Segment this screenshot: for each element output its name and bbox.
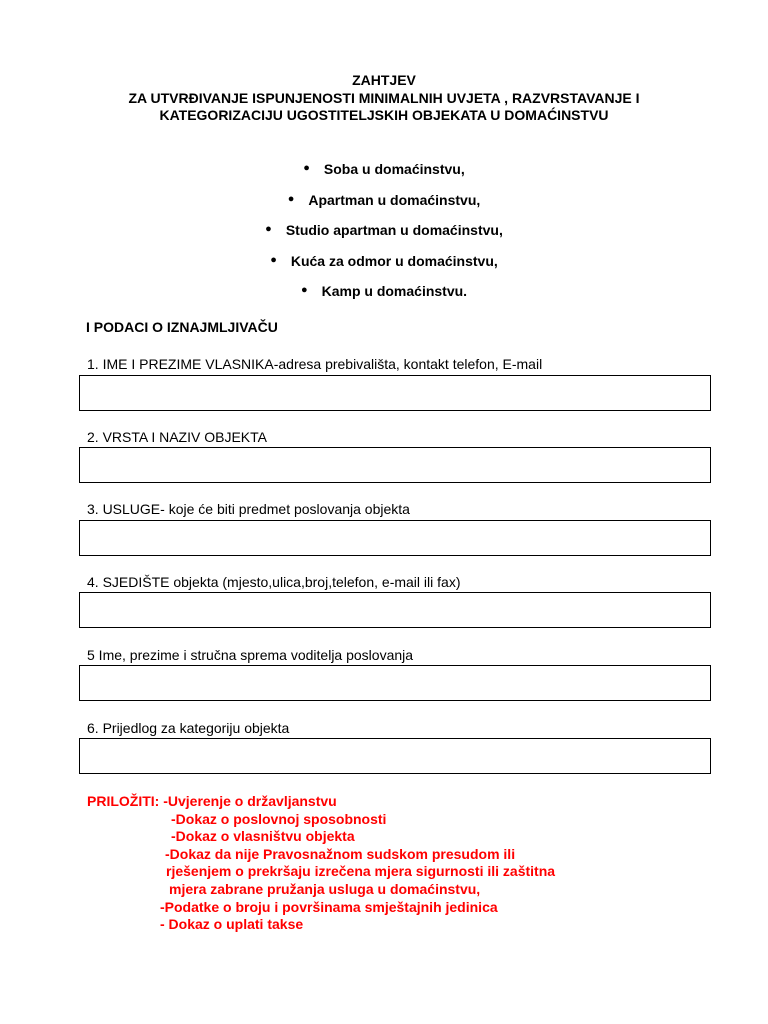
object-type-item xyxy=(0,185,768,216)
document-subtitle-line-1: ZA UTVRĐIVANJE ISPUNJENOSTI MINIMALNIH UVJETA , RAZVRSTAVANJE I xyxy=(128,89,640,106)
object-type-field-label: 2. VRSTA I NAZIV OBJEKTA xyxy=(87,429,267,445)
object-type-item xyxy=(0,215,768,246)
bullet-icon: ● xyxy=(270,253,277,266)
object-type-item xyxy=(0,154,768,185)
owner-field[interactable] xyxy=(79,375,711,411)
owner-field-label: 1. IME I PREZIME VLASNIKA-adresa prebivališta, kontakt telefon, E-mail xyxy=(87,356,543,372)
category-field-label: 6. Prijedlog za kategoriju objekta xyxy=(87,720,290,736)
attachment-line: mjera zabrane pružanja usluga u domaćinstvu, xyxy=(169,880,481,897)
document-subtitle-line-2: KATEGORIZACIJU UGOSTITELJSKIH OBJEKATA U DOMAĆINSTVU xyxy=(159,107,609,123)
object-type-label: Kamp u domaćinstvu. xyxy=(321,283,468,300)
attachments-note xyxy=(87,793,555,934)
attachment-line: - Dokaz o uplati takse xyxy=(160,916,304,933)
document-header xyxy=(0,72,768,125)
manager-field-label: 5 Ime, prezime i stručna sprema voditelja poslovanja xyxy=(87,647,414,663)
services-field-label: 3. USLUGE- koje će biti predmet poslovanja objekta xyxy=(87,501,410,517)
attachment-line: PRILOŽITI: -Uvjerenje o državljanstvu xyxy=(87,793,337,809)
services-field[interactable] xyxy=(79,520,711,556)
bullet-icon: ● xyxy=(287,192,295,205)
object-type-item xyxy=(0,276,768,307)
seat-field-label: 4. SJEDIŠTE objekta (mjesto,ulica,broj,telefon, e-mail ili fax) xyxy=(87,574,461,590)
object-type-label: Kuća za odmor u domaćinstvu, xyxy=(290,252,498,269)
attachment-line: -Dokaz da nije Pravosnažnom sudskom presudom ili xyxy=(165,845,516,862)
object-type-list xyxy=(0,154,768,307)
attachment-line: -Podatke o broju i površinama smještajnih jedinica xyxy=(160,898,498,915)
manager-field[interactable] xyxy=(79,665,711,701)
attachment-line: -Dokaz o poslovnoj sposobnosti xyxy=(171,810,387,827)
bullet-icon: ● xyxy=(300,284,308,297)
attachment-line: rješenjem o prekršaju izrečena mjera sigurnosti ili zaštitna xyxy=(166,863,556,880)
object-type-label: Soba u domaćinstvu, xyxy=(323,161,465,178)
document-title: ZAHTJEV xyxy=(352,72,416,88)
bullet-icon: ● xyxy=(303,162,310,175)
object-type-label: Studio apartman u domaćinstvu, xyxy=(285,222,503,239)
object-type-label: Apartman u domaćinstvu, xyxy=(308,191,481,208)
object-type-field[interactable] xyxy=(79,447,711,483)
section-heading: I PODACI O IZNAJMLJIVAČU xyxy=(86,319,278,335)
bullet-icon: ● xyxy=(265,223,272,236)
attachment-line: -Dokaz o vlasništvu objekta xyxy=(171,828,355,845)
seat-field[interactable] xyxy=(79,592,711,628)
object-type-item xyxy=(0,246,768,277)
category-field[interactable] xyxy=(79,738,711,774)
